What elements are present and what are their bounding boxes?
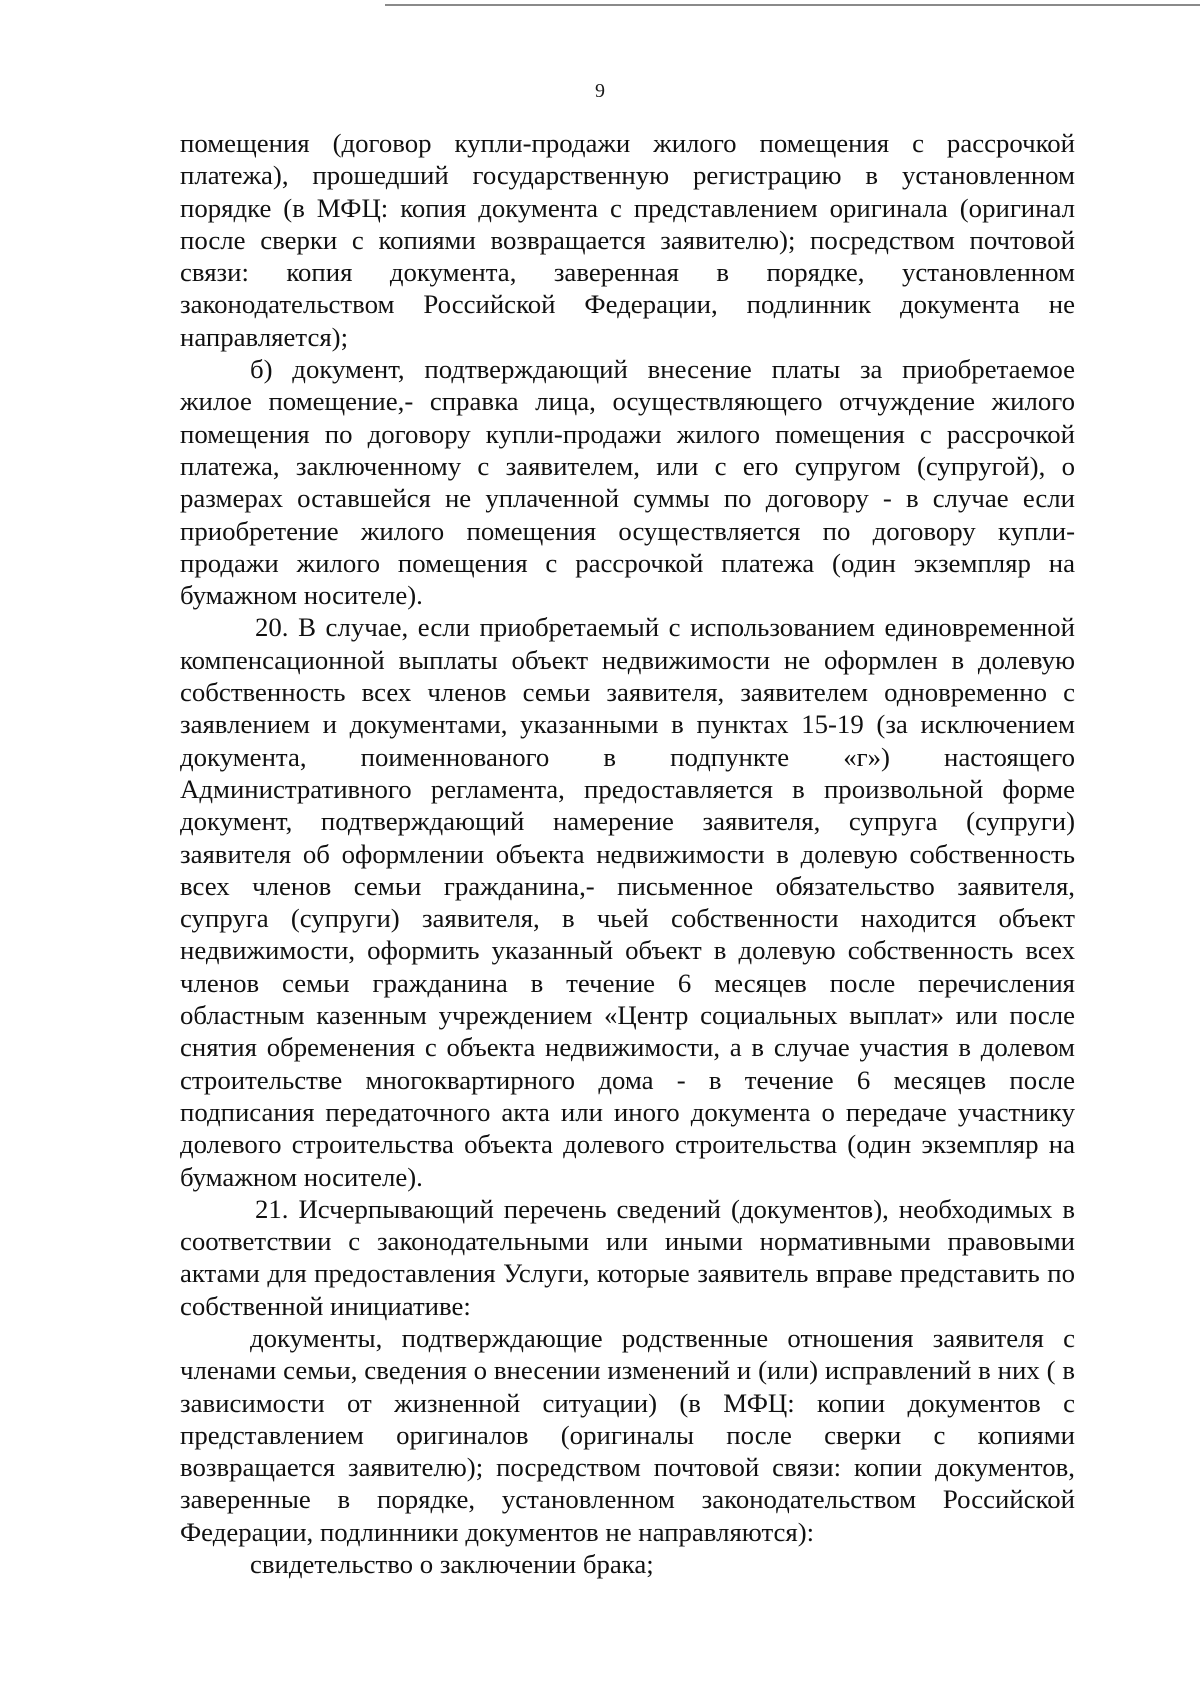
page-number: 9 xyxy=(595,80,605,102)
paragraph-item-b: б) документ, подтверждающий внесение платы за приобретаемое жилое помещение,- справка лица, осуществляющего отчуждение жилого помещения по договору купли-продажи жилого помещения с рассрочкой платежа, заключенному с заявителем, или с его супругом (супругой), о размерах оставшейся не уплаченной суммы по договору - в случае если приобретение жилого помещения осуществляется по договору купли-продажи жилого помещения с рассрочкой платежа (один экземпляр на бумажном носителе). xyxy=(180,354,1075,611)
paragraph-clause-21: 21. Исчерпывающий перечень сведений (документов), необходимых в соответствии с законодательными или иными нормативными правовыми актами для предоставления Услуги, которые заявитель вправе представить по собственной инициативе: xyxy=(180,1193,1075,1321)
paragraph-documents-list: документы, подтверждающие родственные отношения заявителя с членами семьи, сведения о внесении изменений и (или) исправлений в них ( в зависимости от жизненной ситуации) (в МФЦ: копии документов с представлением оригиналов (оригиналы после сверки с копиями возвращается заявителю); посредством почтовой связи: копии документов, заверенные в порядке, установленном законодательством Российской Федерации, подлинники документов не направляются): xyxy=(180,1322,1075,1547)
paragraph-clause-20: 20. В случае, если приобретаемый с использованием единовременной компенсационной выплаты объект недвижимости не оформлен в долевую собственность всех членов семьи заявителя, заявителем одновременно с заявлением и документами, указанными в пунктах 15-19 (за исключением документа, поименнованого в подпункте «г») настоящего Административного регламента, предоставляется в произвольной форме документ, подтверждающий намерение заявителя, супруга (супруги) заявителя об оформлении объекта недвижимости в долевую собственность всех членов семьи гражданина,- письменное обязательство заявителя, супруга (супруги) заявителя, в чьей собственности находится объект недвижимости, оформить указанный объект в долевую собственность всех членов семьи гражданина в течение 6 месяцев после перечисления областным казенным учреждением «Центр социальных выплат» или после снятия обременения с объекта недвижимости, а в случае участия в долевом строительстве многоквартирного дома - в течение 6 месяцев после подписания передаточного акта или иного документа о передаче участнику долевого строительства объекта долевого строительства (один экземпляр на бумажном носителе). xyxy=(180,612,1075,1192)
scan-edge-line xyxy=(385,4,1200,6)
paragraph-marriage-certificate: свидетельство о заключении брака; xyxy=(250,1549,654,1580)
paragraph-continuation: помещения (договор купли-продажи жилого помещения с рассрочкой платежа), прошедший государственную регистрацию в установленном порядке (в МФЦ: копия документа с представлением оригинала (оригинал после сверки с копиями возвращается заявителю); посредством почтовой связи: копия документа, заверенная в порядке, установленном законодательством Российской Федерации, подлинник документа не направляется); xyxy=(180,128,1075,352)
document-body xyxy=(180,127,1075,1580)
